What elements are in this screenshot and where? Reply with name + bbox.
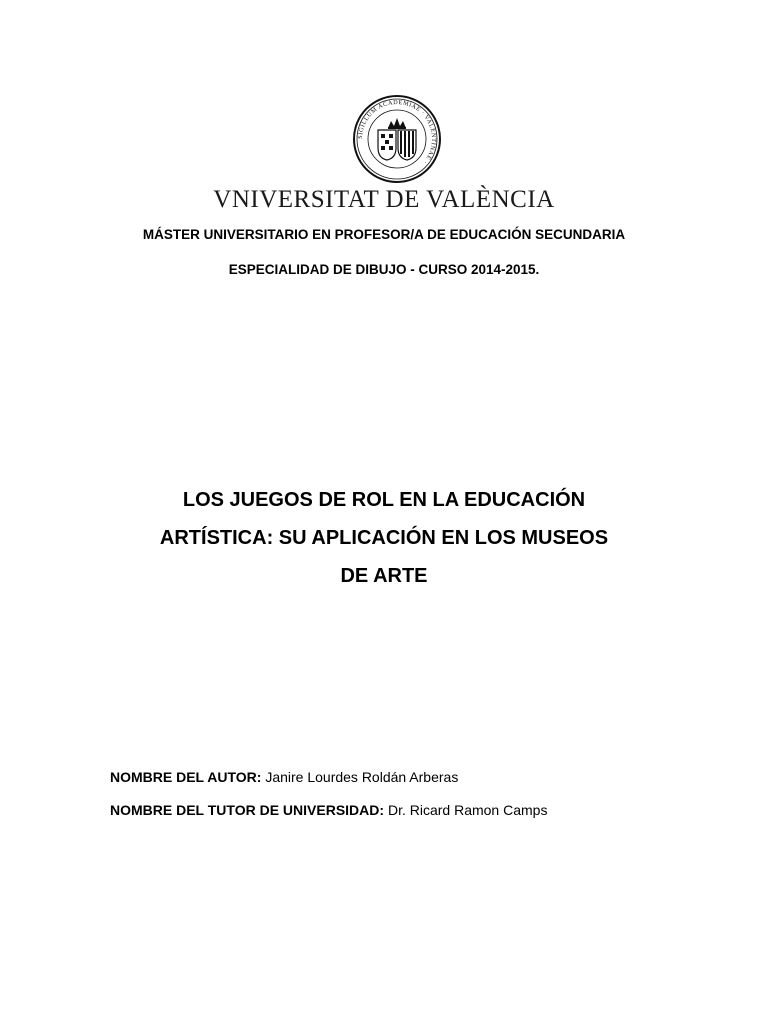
author-line	[110, 769, 458, 785]
tutor-label: NOMBRE DEL TUTOR DE UNIVERSIDAD:	[110, 802, 385, 818]
thesis-title-line-3: DE ARTE	[340, 565, 428, 587]
tutor-line	[110, 802, 547, 818]
author-name: Janire Lourdes Roldán Arberas	[265, 769, 459, 785]
university-wordmark: VNIVERSITAT DE VALÈNCIA	[213, 186, 555, 213]
thesis-title-line-1: LOS JUEGOS DE ROL EN LA EDUCACIÓN	[182, 489, 586, 511]
thesis-title	[0, 481, 768, 595]
author-label: NOMBRE DEL AUTOR:	[110, 769, 262, 785]
thesis-title-line-2: ARTÍSTICA: SU APLICACIÓN EN LOS MUSEOS	[159, 527, 609, 549]
seal-ring-text: SIGILLUM ACADEMIAE · VALENTINAE ·	[356, 98, 438, 166]
master-program-line: MÁSTER UNIVERSITARIO EN PROFESOR/A DE EDUCACIÓN SECUNDARIA	[142, 227, 626, 242]
specialty-course-line: ESPECIALIDAD DE DIBUJO - CURSO 2014-2015.	[228, 262, 540, 277]
university-seal-icon	[352, 94, 442, 184]
tutor-name: Dr. Ricard Ramon Camps	[387, 802, 548, 818]
